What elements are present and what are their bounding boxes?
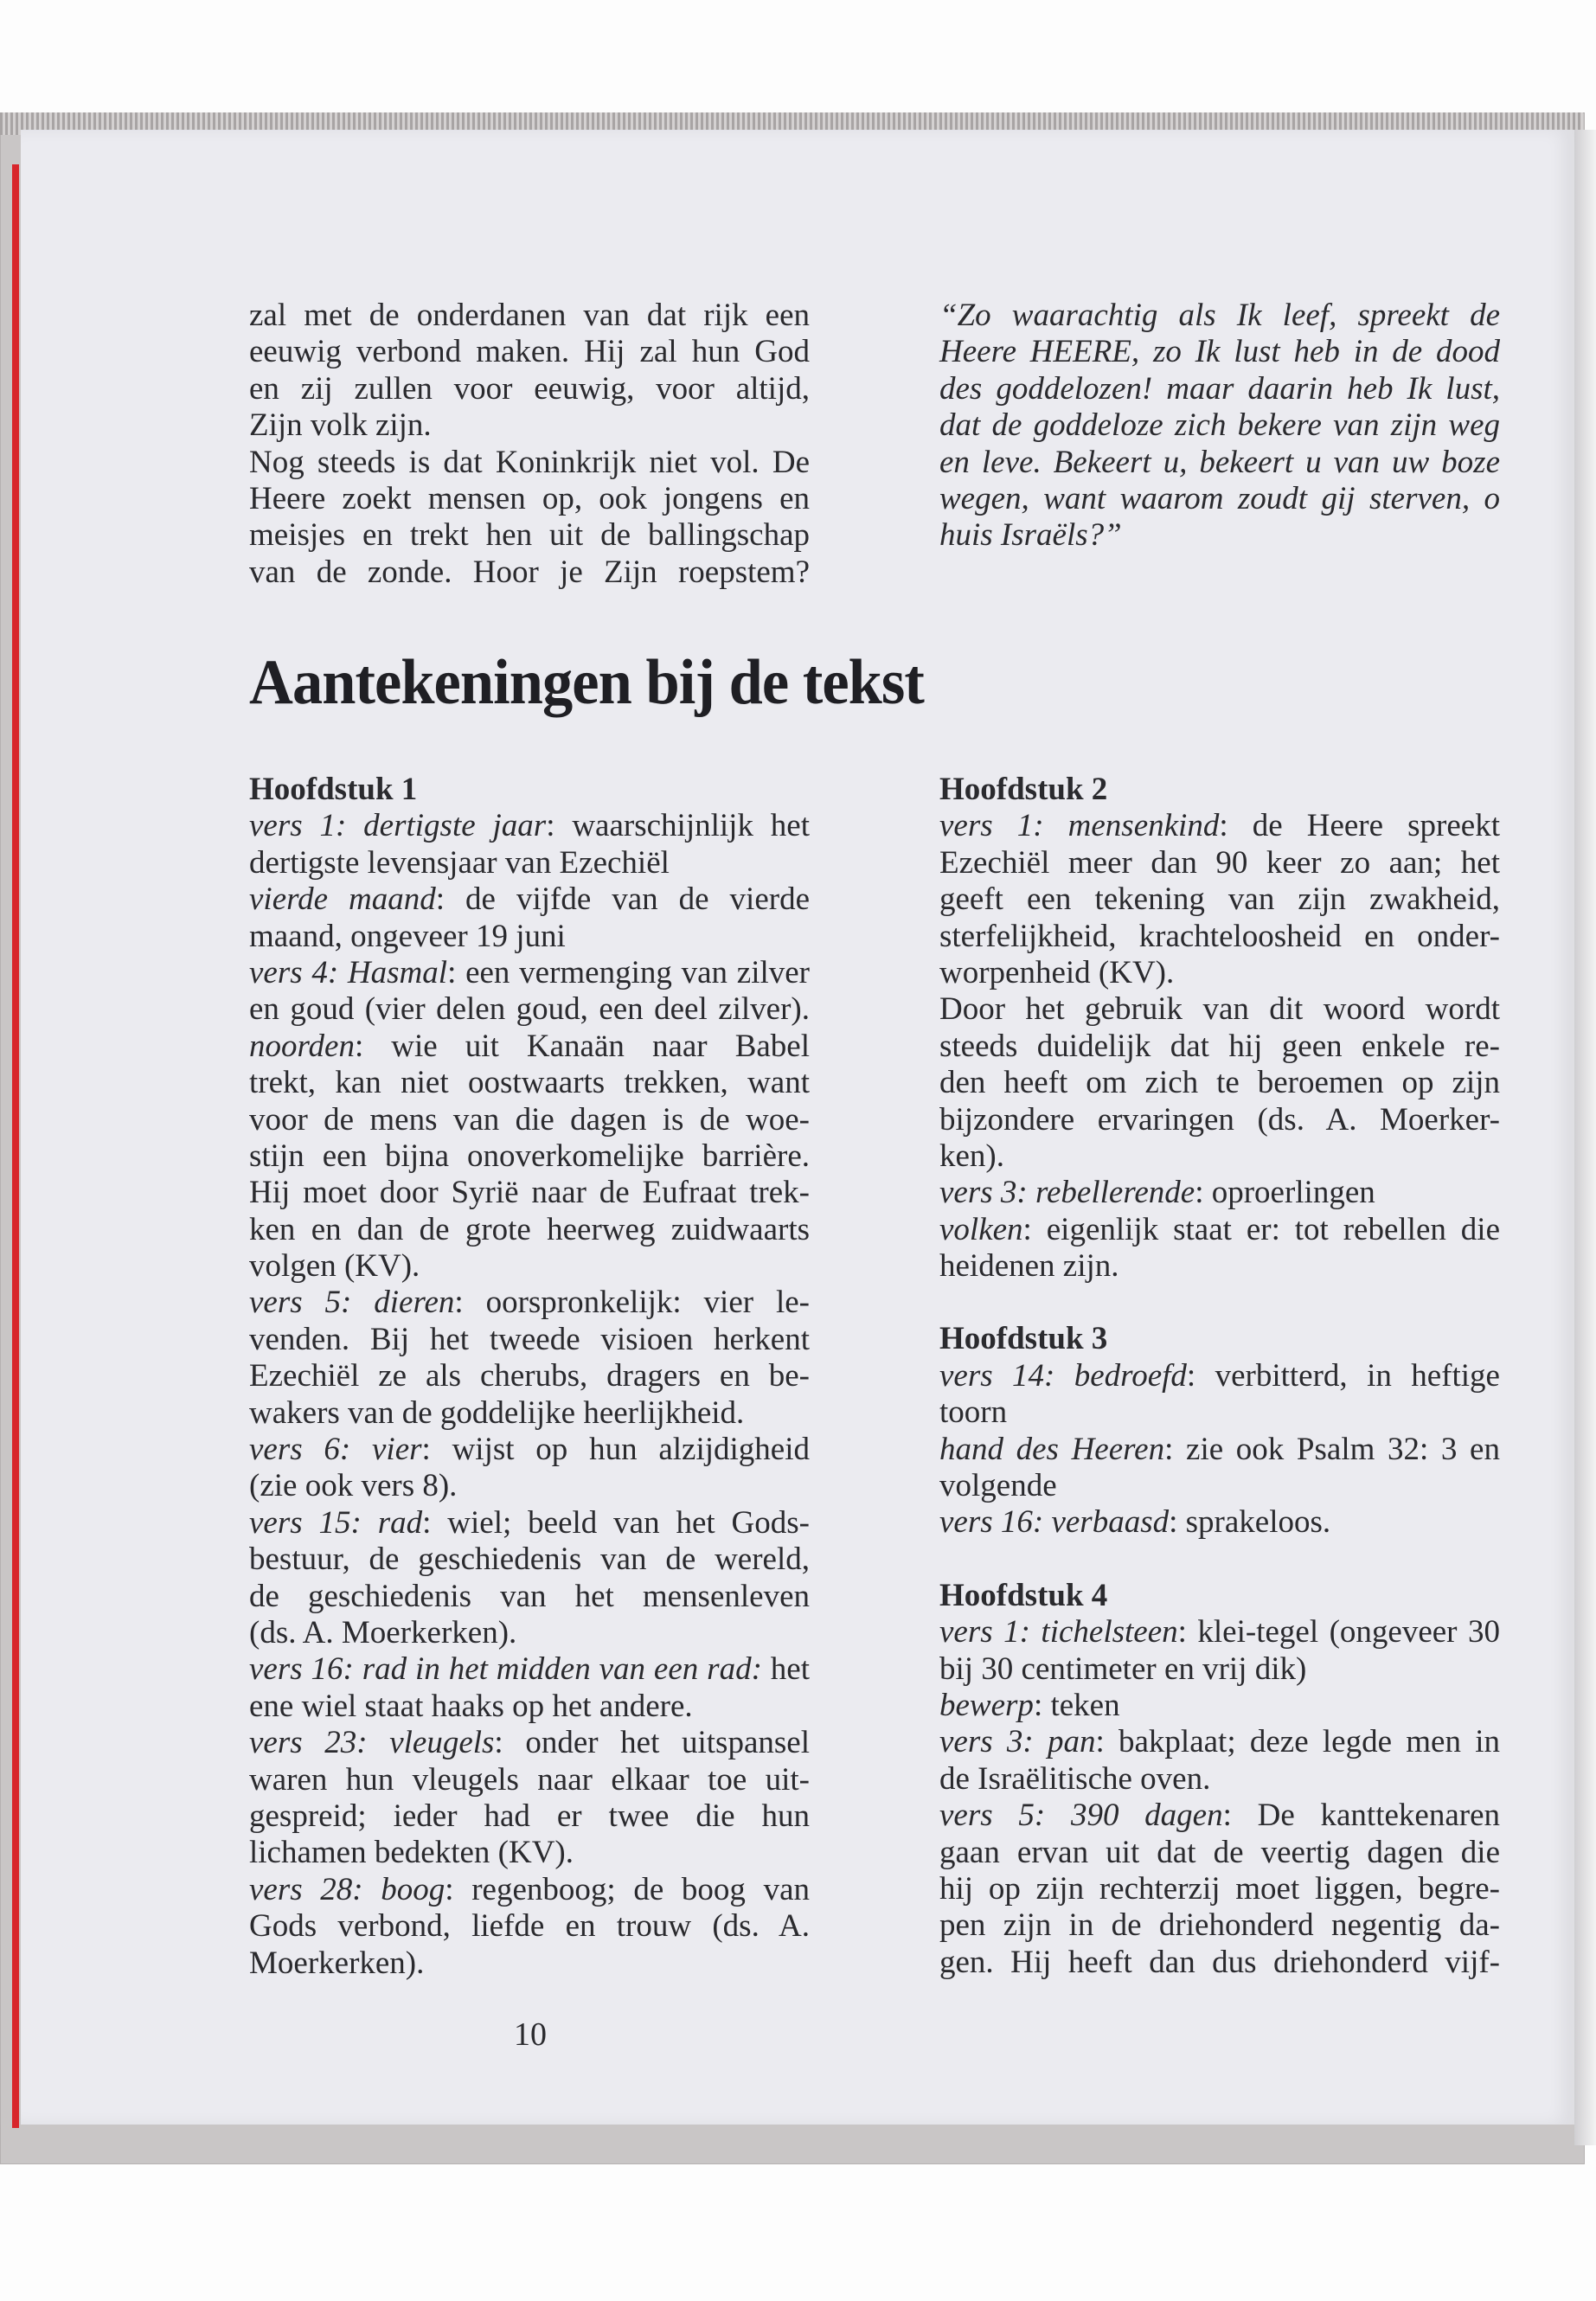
text-segment: gen. Hij heeft dan dus driehonderd vijf-	[939, 1944, 1500, 1980]
text-segment: : onder het uitspansel	[494, 1725, 810, 1761]
text-line	[249, 371, 810, 407]
text-segment: volgen (KV).	[249, 1248, 420, 1285]
text-segment: gaan ervan uit dat de veertig dagen die	[939, 1834, 1500, 1870]
italic-term: bewerp	[939, 1687, 1034, 1723]
chapter-notes	[939, 1321, 1500, 1541]
italic-term: vers 28: boog	[249, 1871, 445, 1907]
text-line	[249, 407, 810, 444]
text-line	[249, 1541, 810, 1578]
text-segment: de geschiedenis van het mensenleven	[249, 1578, 810, 1614]
italic-term: vers 15: rad	[249, 1504, 423, 1541]
text-line	[249, 1872, 810, 1908]
text-line	[249, 991, 810, 1028]
text-line	[939, 1651, 1500, 1688]
italic-term: noorden	[249, 1028, 355, 1064]
text-segment: ken).	[939, 1138, 1004, 1174]
text-line	[939, 1102, 1500, 1138]
text-line	[249, 1798, 810, 1835]
text-line	[939, 445, 1500, 481]
text-segment: volgende	[939, 1468, 1057, 1504]
text-line	[249, 1615, 810, 1651]
text-line	[939, 1358, 1500, 1394]
chapter-title: Hoofdstuk 3	[939, 1321, 1108, 1357]
text-line	[249, 1651, 810, 1688]
text-segment: lichamen bedekten (KV).	[249, 1835, 574, 1871]
text-line	[939, 991, 1500, 1028]
text-line	[939, 1871, 1500, 1907]
text-segment: toorn	[939, 1394, 1008, 1431]
text-line	[249, 1908, 810, 1945]
intro-text-left	[249, 298, 810, 591]
italic-term: vers 23: vleugels	[249, 1725, 495, 1761]
text-line	[249, 955, 810, 991]
text-line	[249, 1322, 810, 1358]
text-segment: : wiel; beeld van het Gods-	[422, 1504, 811, 1541]
text-line	[939, 407, 1500, 444]
text-segment: het	[761, 1651, 811, 1688]
text-segment: worpenheid (KV).	[939, 954, 1175, 990]
text-segment: : oproerlingen	[1195, 1175, 1375, 1211]
text-line	[939, 1138, 1500, 1175]
text-segment: : verbitterd, in heftige	[1186, 1357, 1500, 1394]
text-segment: Hij moet door Syrië naar de Eufraat trek-	[249, 1175, 810, 1211]
text-line	[249, 554, 810, 591]
text-segment: den heeft om zich te beroemen op zijn	[939, 1065, 1500, 1101]
text-line	[939, 1248, 1500, 1285]
italic-term: vers 6: vier	[249, 1432, 422, 1468]
chapter-title: Hoofdstuk 1	[249, 772, 418, 807]
text-segment: (ds. A. Moerkerken).	[249, 1614, 517, 1650]
text-line	[249, 1212, 810, 1248]
italic-term: vers 3: rebellerende	[939, 1175, 1195, 1211]
text-segment: bestuur, de geschiedenis van de wereld,	[249, 1541, 810, 1578]
notes-column-left	[249, 772, 810, 1982]
page-number: 10	[514, 2016, 547, 2053]
text-segment: waren hun vleugels naar elkaar toe uit-	[249, 1761, 810, 1798]
text-line	[249, 334, 810, 370]
text-line	[939, 1468, 1500, 1504]
text-segment: hij op zijn rechterzij moet liggen, begre-	[939, 1870, 1500, 1907]
chapter-title: Hoofdstuk 2	[939, 772, 1108, 807]
text-line	[249, 1138, 810, 1175]
text-segment: Ezechiël meer dan 90 keer zo aan; het	[939, 844, 1500, 881]
italic-term: vers 5: 390 dagen	[939, 1798, 1223, 1834]
text-line	[249, 481, 810, 517]
text-line	[939, 371, 1500, 407]
text-line	[939, 1432, 1500, 1468]
italic-term: wegen, want waarom zoudt gij sterven, o	[939, 480, 1500, 516]
text-segment: : zie ook Psalm 32: 3 en	[1164, 1431, 1500, 1467]
text-line	[249, 1579, 810, 1615]
text-line	[249, 1505, 810, 1541]
text-segment: : regenboog; de boog van	[445, 1871, 811, 1907]
text-segment: steeds duidelijk dat hij geen enkele re-	[939, 1028, 1500, 1064]
text-segment: eeuwig verbond maken. Hij zal hun God	[249, 334, 810, 370]
text-line	[939, 1835, 1500, 1871]
scripture-quote	[939, 298, 1500, 554]
text-segment: : sprakeloos.	[1169, 1504, 1331, 1541]
text-segment: Door het gebruik van dit woord wordt	[939, 991, 1500, 1028]
chapter-notes	[939, 1578, 1500, 1981]
text-line	[939, 1798, 1500, 1834]
text-segment: : de Heere spreekt	[1219, 808, 1500, 844]
text-line	[939, 481, 1500, 517]
italic-term: en leve. Bekeert u, bekeert u van uw boze	[939, 444, 1500, 480]
text-line	[939, 1175, 1500, 1211]
text-segment: sterfelijkheid, krachteloosheid en onder-	[939, 918, 1500, 954]
text-line	[939, 1394, 1500, 1431]
text-line	[249, 1835, 810, 1871]
italic-term: vers 16: rad in het midden van een rad:	[249, 1651, 762, 1688]
text-segment: zal met de onderdanen van dat rijk een	[249, 298, 810, 333]
text-line	[249, 1689, 810, 1725]
text-line	[249, 881, 810, 918]
text-line	[939, 334, 1500, 370]
italic-term: huis Israëls?”	[939, 517, 1122, 554]
text-line	[939, 845, 1500, 881]
text-line	[249, 1285, 810, 1321]
text-line	[939, 1614, 1500, 1650]
italic-term: vers 1: tichelsteen	[939, 1614, 1178, 1650]
text-line	[249, 1102, 810, 1138]
section-heading: Aantekeningen bij de tekst	[249, 647, 924, 718]
text-segment: : teken	[1033, 1687, 1120, 1723]
text-line	[939, 298, 1500, 334]
text-line	[939, 1724, 1500, 1760]
text-line	[249, 1248, 810, 1285]
text-segment: : De kanttekenaren	[1222, 1798, 1500, 1834]
italic-term: vers 4: Hasmal	[249, 954, 448, 990]
chapter-notes	[939, 772, 1500, 1285]
text-line	[249, 445, 810, 481]
text-line	[939, 1688, 1500, 1724]
text-line	[249, 1065, 810, 1101]
chapter-title: Hoofdstuk 4	[939, 1577, 1108, 1613]
text-line	[939, 517, 1500, 554]
text-segment: : eigenlijk staat er: tot rebellen die	[1022, 1211, 1500, 1247]
italic-term: dat de goddeloze zich bekere van zijn weg	[939, 407, 1500, 444]
text-segment: : wie uit Kanaän naar Babel	[354, 1028, 810, 1064]
text-segment: van de zonde. Hoor je Zijn roepstem?	[249, 554, 810, 590]
text-line	[939, 1761, 1500, 1798]
text-line	[249, 808, 810, 844]
text-segment: venden. Bij het tweede visioen herkent	[249, 1321, 810, 1357]
text-segment: wakers van de goddelijke heerlijkheid.	[249, 1394, 745, 1431]
italic-term: vierde maand	[249, 881, 436, 918]
text-segment: meisjes en trekt hen uit de ballingschap	[249, 517, 810, 554]
italic-term: vers 16: verbaasd	[939, 1504, 1170, 1541]
text-segment: (zie ook vers 8).	[249, 1468, 458, 1504]
text-segment: bijzondere ervaringen (ds. A. Moerker-	[939, 1101, 1500, 1138]
chapter-notes	[249, 772, 810, 1982]
text-segment: : de vijfde van de vierde	[435, 881, 810, 918]
text-segment: stijn een bijna onoverkomelijke barrière.	[249, 1138, 810, 1174]
text-segment: Zijn volk zijn.	[249, 407, 432, 444]
text-line	[249, 1175, 810, 1211]
italic-term: des goddelozen! maar daarin heb Ik lust,	[939, 370, 1500, 407]
text-line	[939, 919, 1500, 955]
text-line	[249, 298, 810, 334]
text-line	[249, 919, 810, 955]
italic-term: vers 1: dertigste jaar	[249, 808, 547, 844]
text-line	[249, 517, 810, 554]
text-line	[939, 1945, 1500, 1981]
text-line	[939, 808, 1500, 844]
text-line	[249, 1762, 810, 1798]
text-segment: gespreid; ieder had er twee die hun	[249, 1798, 810, 1834]
text-segment: ene wiel staat haaks op het andere.	[249, 1688, 693, 1724]
text-segment: : een vermenging van zilver	[447, 954, 810, 990]
text-line	[939, 1504, 1500, 1541]
text-segment: : wijst op hun alzijdigheid	[421, 1432, 810, 1468]
italic-term: Heere HEERE, zo Ik lust heb in de dood	[939, 334, 1500, 370]
text-segment: : klei-tegel (ongeveer 30	[1177, 1614, 1500, 1650]
text-line	[249, 1432, 810, 1468]
notes-column-right	[939, 772, 1500, 1981]
text-segment: Gods verbond, liefde en trouw (ds. A.	[249, 1908, 810, 1945]
text-segment: maand, ongeveer 19 juni	[249, 918, 566, 954]
text-line	[249, 1468, 810, 1504]
text-line	[249, 1358, 810, 1394]
text-line	[249, 1029, 810, 1065]
text-segment: ken en dan de grote heerweg zuidwaarts	[249, 1211, 810, 1247]
text-segment: heidenen zijn.	[939, 1248, 1119, 1285]
text-segment: : oorspronkelijk: vier le-	[454, 1285, 810, 1321]
text-line	[249, 1725, 810, 1761]
text-segment: Nog steeds is dat Koninkrijk niet vol. De	[249, 444, 810, 480]
text-line	[939, 1065, 1500, 1101]
italic-term: volken	[939, 1211, 1023, 1247]
text-segment: Moerkerken).	[249, 1945, 425, 1981]
italic-term: “Zo waarachtig als Ik leef, spreekt de	[939, 298, 1500, 333]
text-line	[249, 1945, 810, 1982]
text-segment: en zij zullen voor eeuwig, voor altijd,	[249, 370, 810, 407]
italic-term: vers 3: pan	[939, 1724, 1096, 1760]
text-segment: : waarschijnlijk het	[546, 808, 811, 844]
text-segment: dertigste levensjaar van Ezechiël	[249, 844, 670, 881]
text-line	[939, 881, 1500, 918]
text-segment: de Israëlitische oven.	[939, 1760, 1211, 1797]
text-segment: bij 30 centimeter en vrij dik)	[939, 1650, 1307, 1687]
text-segment: Heere zoekt mensen op, ook jongens en	[249, 480, 810, 516]
text-line	[939, 955, 1500, 991]
text-segment: Ezechiël ze als cherubs, dragers en be-	[249, 1358, 810, 1394]
page-right-edge	[1574, 130, 1596, 2145]
text-line	[939, 1212, 1500, 1248]
text-segment: voor de mens van die dagen is de woe-	[249, 1101, 810, 1138]
text-line	[939, 1029, 1500, 1065]
text-segment: geeft een tekening van zijn zwakheid,	[939, 881, 1500, 918]
text-line	[249, 845, 810, 881]
italic-term: hand des Heeren	[939, 1431, 1165, 1467]
italic-term: vers 5: dieren	[249, 1285, 455, 1321]
text-segment: en goud (vier delen goud, een deel zilver).	[249, 991, 810, 1028]
italic-term: vers 1: mensenkind	[939, 808, 1220, 844]
text-line	[939, 1907, 1500, 1944]
text-segment: trekt, kan niet oostwaarts trekken, want	[249, 1065, 810, 1101]
text-segment: : bakplaat; deze legde men in	[1095, 1724, 1500, 1760]
text-line	[249, 1395, 810, 1432]
red-page-edge	[12, 164, 19, 2128]
italic-term: vers 14: bedroefd	[939, 1357, 1187, 1394]
text-segment: pen zijn in de driehonderd negentig da-	[939, 1907, 1500, 1944]
